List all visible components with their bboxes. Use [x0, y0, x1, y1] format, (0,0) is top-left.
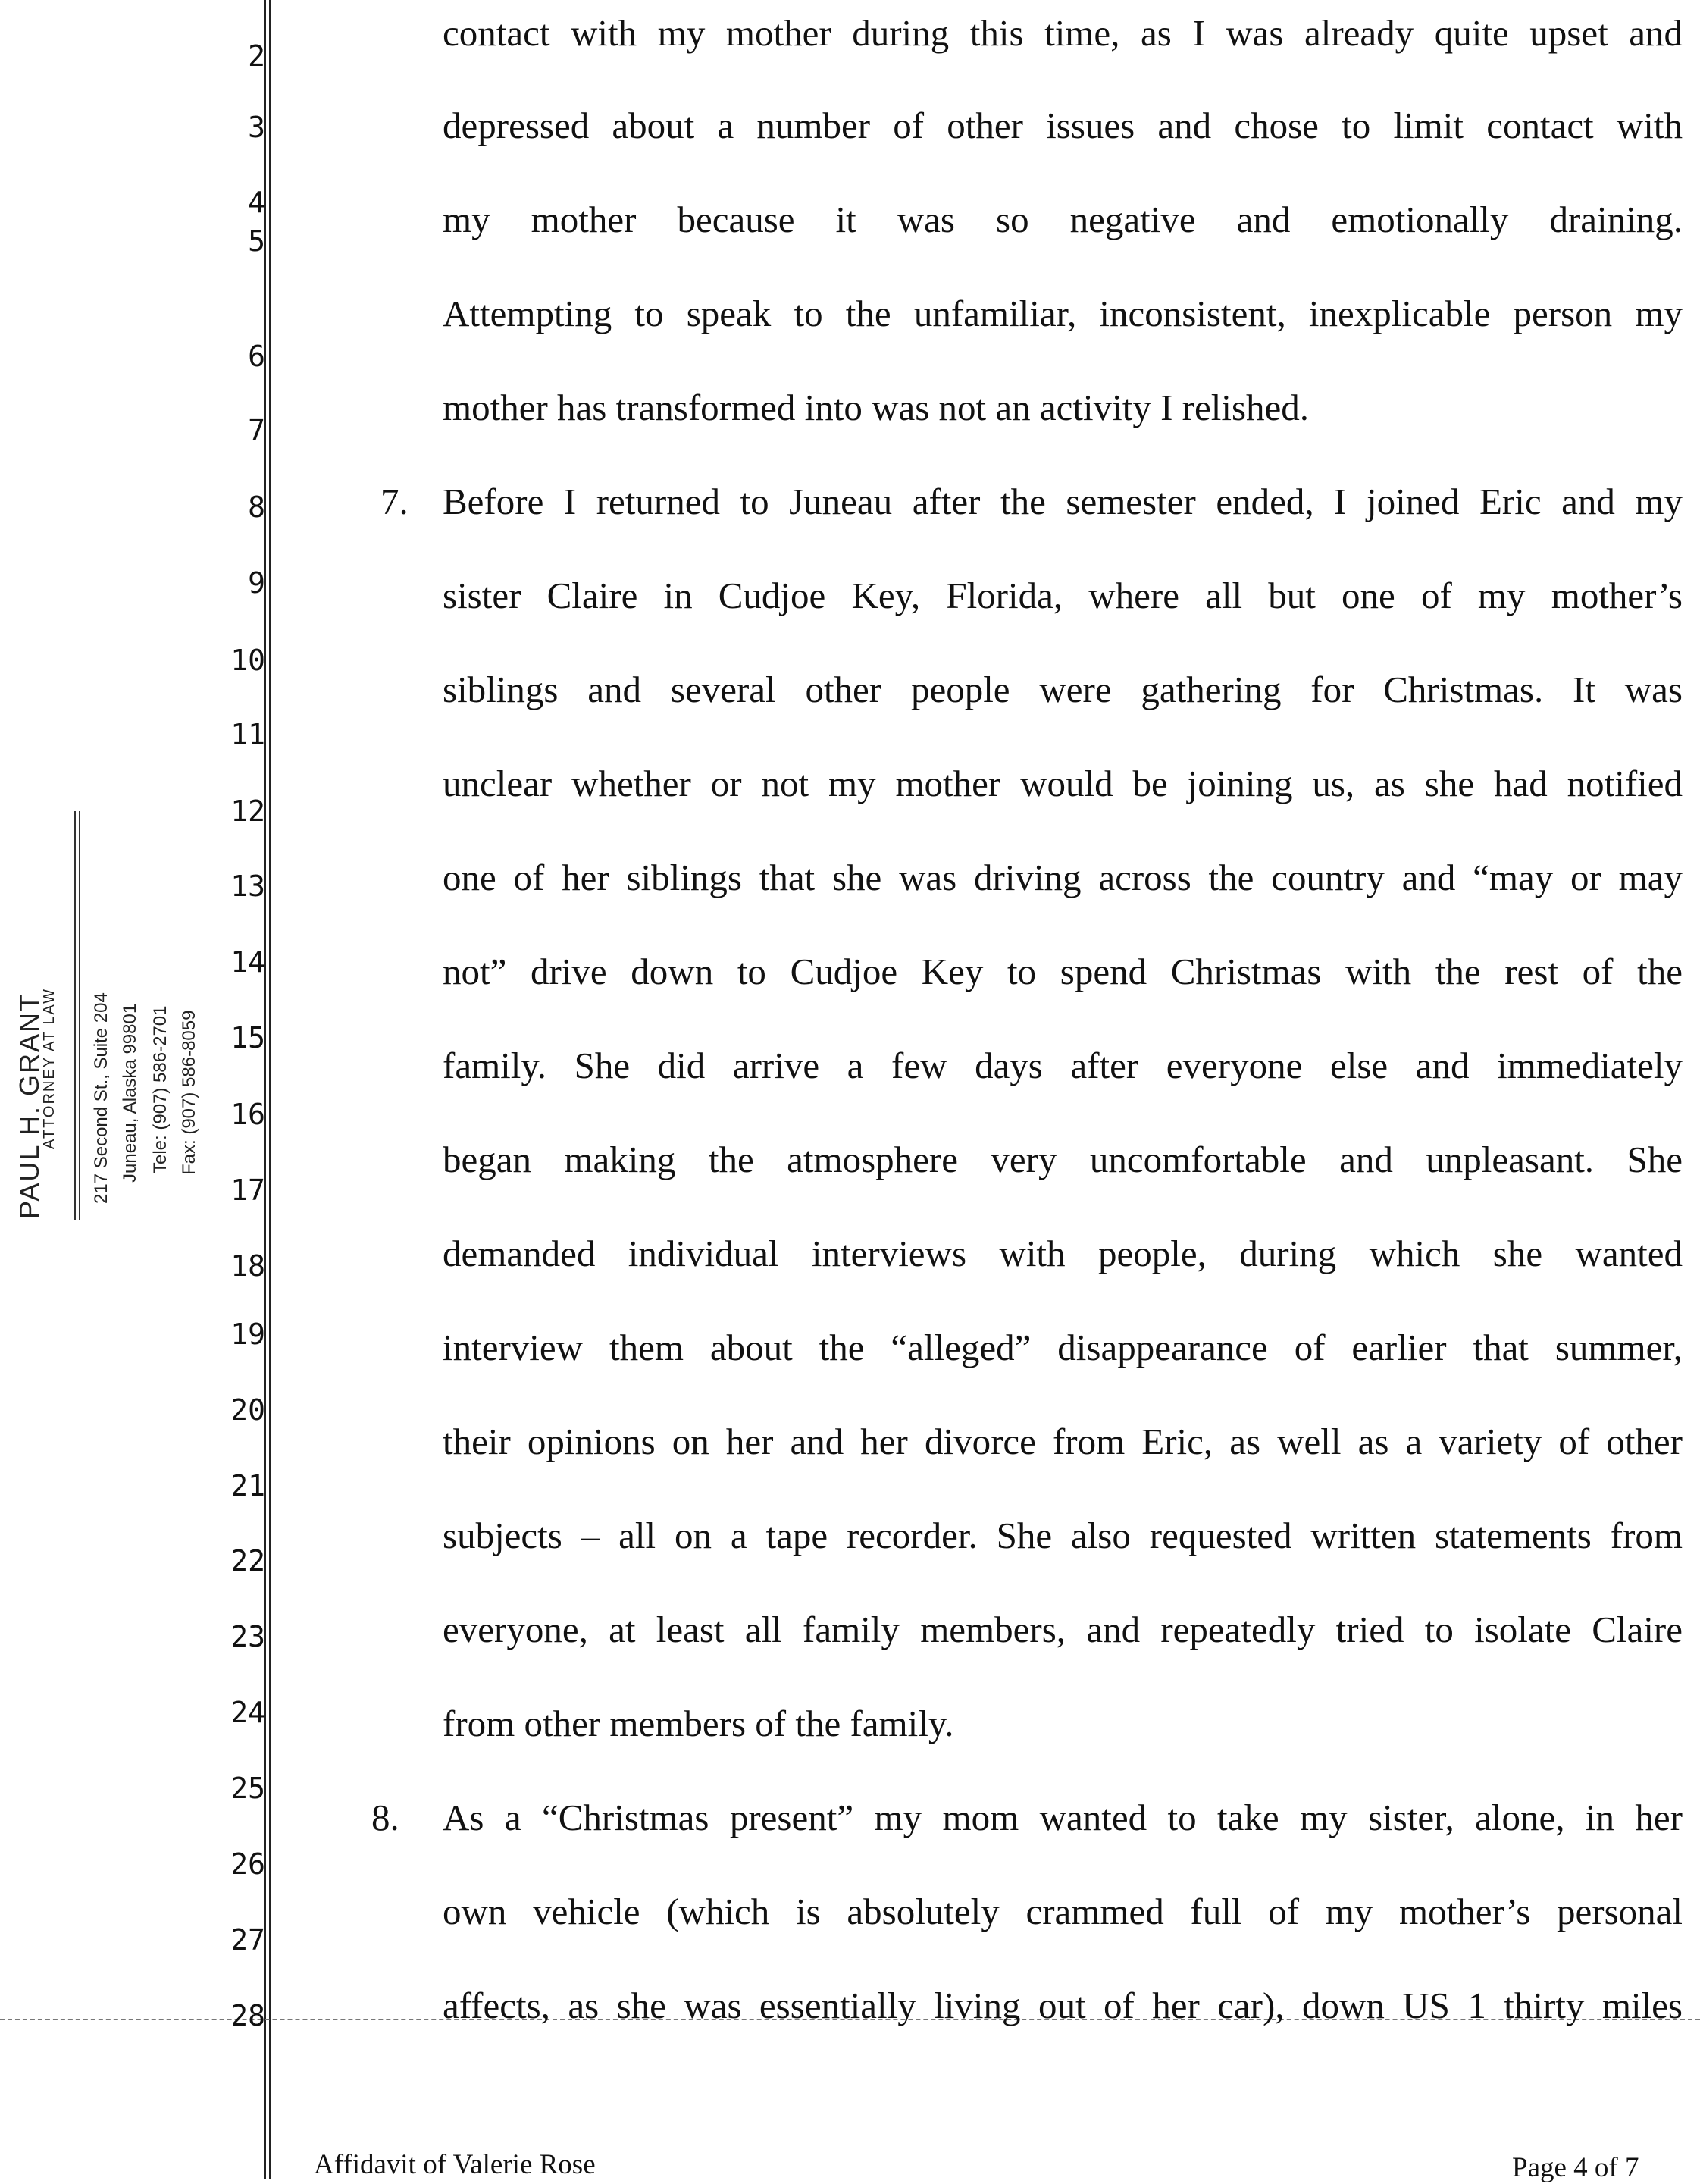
body-line: family. She did arrive a few days after everyone else and immediately	[443, 1045, 1683, 1086]
attorney-address-line: Tele: (907) 586-2701	[150, 1005, 171, 1173]
footer-page-number: Page 4 of 7	[1512, 2152, 1639, 2183]
line-number: 19	[230, 1318, 265, 1351]
body-line: own vehicle (which is absolutely crammed full of my mother’s personal	[443, 1891, 1683, 1932]
line-number: 9	[248, 566, 265, 600]
line-number: 17	[230, 1173, 265, 1207]
line-number: 20	[230, 1393, 265, 1427]
paragraph-number: 8.	[371, 1797, 399, 1838]
line-number: 2	[248, 39, 265, 73]
body-line: their opinions on her and her divorce from Eric, as well as a variety of other	[443, 1421, 1683, 1462]
line-number: 6	[248, 340, 265, 373]
letterhead-rule	[79, 811, 80, 1220]
margin-rule-right	[269, 0, 271, 2179]
line-number: 28	[230, 1999, 265, 2032]
footer-document-title: Affidavit of Valerie Rose	[314, 2149, 596, 2180]
line-number: 21	[230, 1469, 265, 1502]
body-line: Before I returned to Juneau after the semester ended, I joined Eric and my	[443, 481, 1683, 522]
line-number: 22	[230, 1544, 265, 1578]
body-line: sister Claire in Cudjoe Key, Florida, where all but one of my mother’s	[443, 575, 1683, 616]
attorney-address-line: 217 Second St., Suite 204	[91, 992, 111, 1204]
line-number: 27	[230, 1923, 265, 1957]
body-line: my mother because it was so negative and emotionally draining.	[443, 199, 1683, 240]
body-line: subjects – all on a tape recorder. She also requested written statements from	[443, 1515, 1683, 1556]
body-line: mother has transformed into was not an activity I relished.	[443, 387, 1310, 428]
body-line: unclear whether or not my mother would be joining us, as she had notified	[443, 763, 1683, 804]
body-line: began making the atmosphere very uncomfortable and unpleasant. She	[443, 1139, 1683, 1180]
body-line: demanded individual interviews with people, during which she wanted	[443, 1233, 1683, 1274]
line-number: 13	[230, 870, 265, 903]
line-number: 18	[230, 1249, 265, 1283]
body-line: contact with my mother during this time, as I was already quite upset and	[443, 12, 1683, 54]
letterhead-rule	[74, 811, 76, 1220]
line-number: 15	[230, 1021, 265, 1054]
line-number: 4	[248, 186, 265, 219]
line-number: 16	[230, 1098, 265, 1131]
line-number: 5	[248, 224, 265, 258]
attorney-address-line: Juneau, Alaska 99801	[120, 1003, 140, 1183]
line-number: 24	[230, 1696, 265, 1729]
body-line: interview them about the “alleged” disappearance of earlier that summer,	[443, 1327, 1683, 1368]
body-line: one of her siblings that she was driving across the country and “may or may	[443, 857, 1683, 898]
line-number: 10	[230, 644, 265, 677]
line-number: 25	[230, 1772, 265, 1805]
line-number: 14	[230, 945, 265, 979]
attorney-title: ATTORNEY AT LAW	[41, 987, 58, 1149]
line-number: 23	[230, 1620, 265, 1653]
line-number: 7	[248, 414, 265, 447]
line-number: 12	[230, 794, 265, 828]
body-line: Attempting to speak to the unfamiliar, inconsistent, inexplicable person my	[443, 293, 1683, 334]
body-line: siblings and several other people were gathering for Christmas. It was	[443, 669, 1683, 710]
line-number: 8	[248, 490, 265, 524]
attorney-address-line: Fax: (907) 586-8059	[179, 1010, 199, 1175]
line-number: 3	[248, 111, 265, 144]
paragraph-number: 7.	[380, 481, 409, 522]
body-line: depressed about a number of other issues and chose to limit contact with	[443, 105, 1683, 146]
body-line: not” drive down to Cudjoe Key to spend Christmas with the rest of the	[443, 951, 1683, 992]
attorney-name: PAUL H. GRANT	[14, 992, 45, 1219]
body-line: from other members of the family.	[443, 1703, 954, 1744]
line-number: 26	[230, 1847, 265, 1881]
body-line: everyone, at least all family members, and repeatedly tried to isolate Claire	[443, 1609, 1683, 1650]
body-line: As a “Christmas present” my mom wanted to take my sister, alone, in her	[443, 1797, 1683, 1838]
body-line: affects, as she was essentially living out of her car), down US 1 thirty miles	[443, 1985, 1683, 2026]
line-number: 11	[230, 718, 265, 751]
